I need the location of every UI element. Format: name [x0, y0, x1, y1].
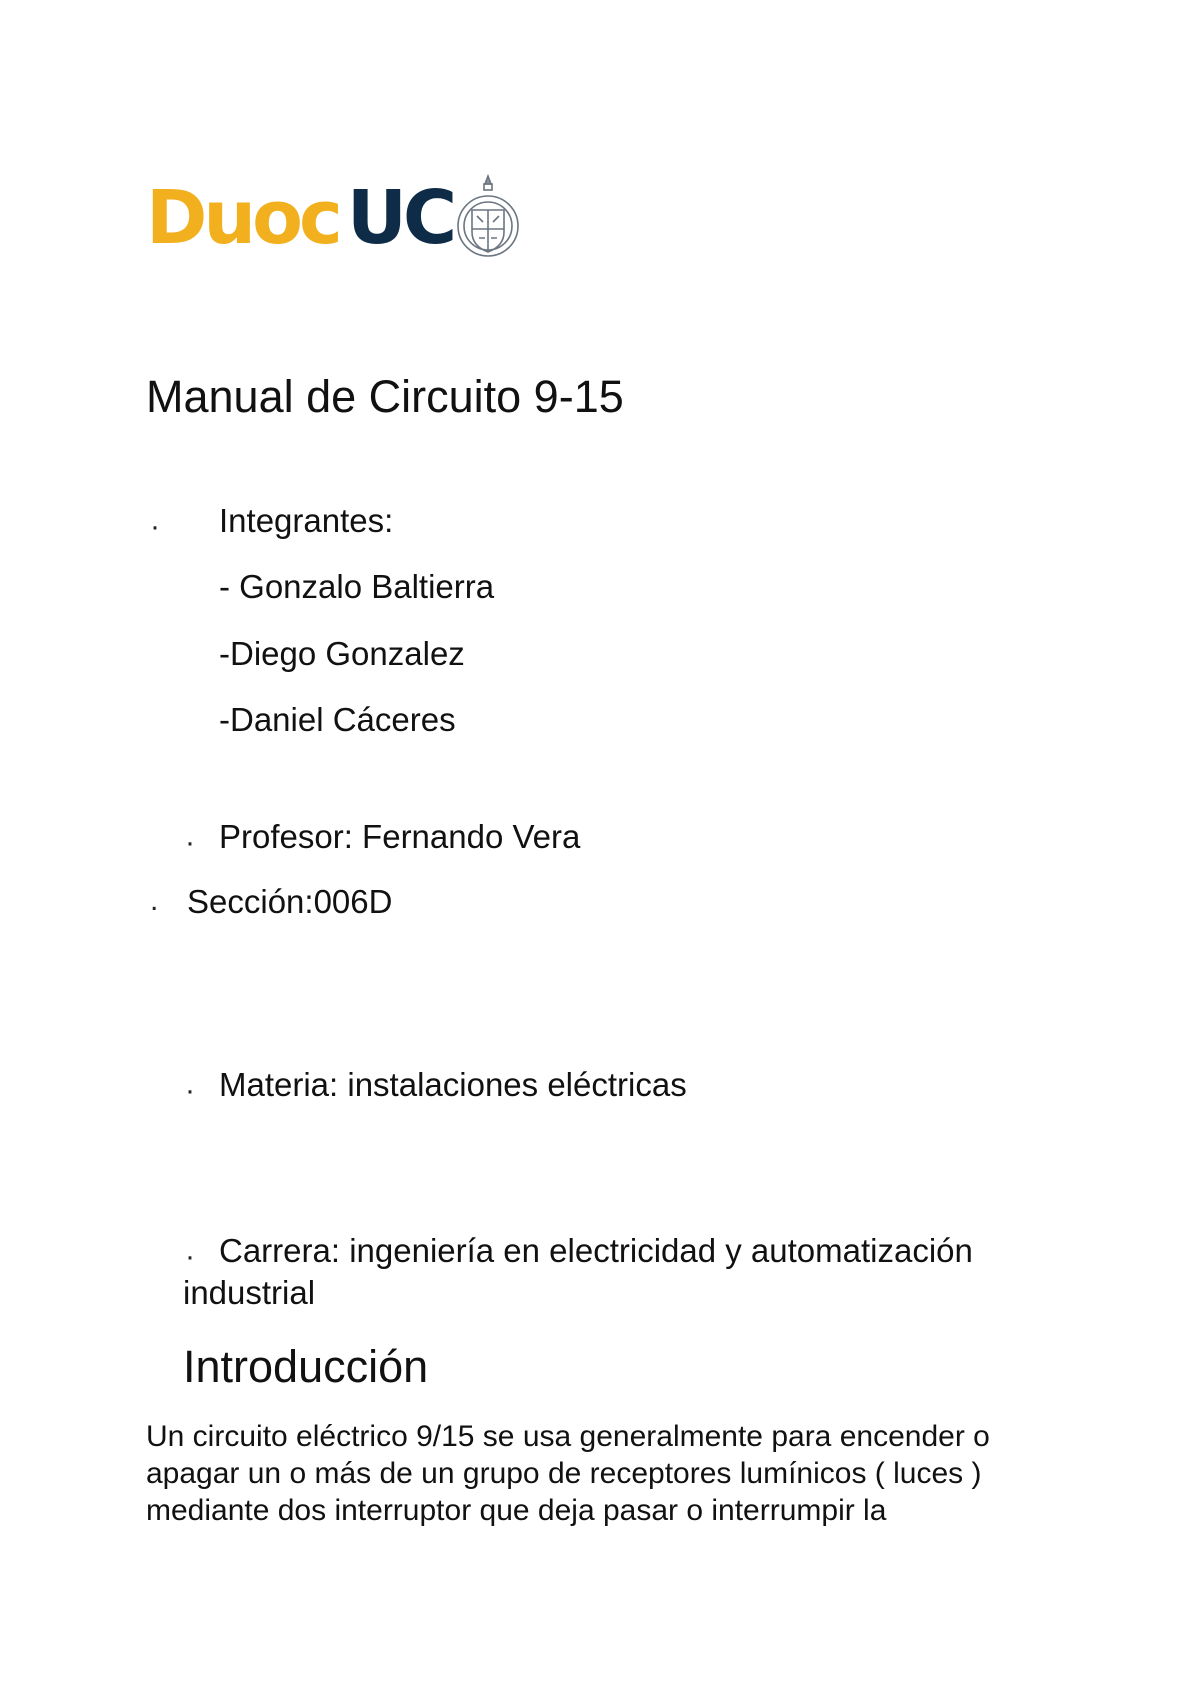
bullet-integrantes: ·	[150, 510, 160, 543]
member-item: -Daniel Cáceres	[219, 701, 456, 738]
logo-text-uc: UC	[346, 175, 454, 261]
bullet-profesor: ·	[185, 826, 195, 859]
university-seal-icon	[455, 172, 521, 264]
seccion-line: Sección:006D	[187, 883, 393, 920]
carrera-line-1: Carrera: ingeniería en electricidad y automatización	[219, 1232, 973, 1269]
logo-text-duoc: Duoc	[146, 175, 339, 261]
profesor-line: Profesor: Fernando Vera	[219, 818, 581, 855]
paragraph-line: apagar un o más de un grupo de receptores lumínicos ( luces )	[146, 1457, 982, 1490]
introduccion-heading: Introducción	[183, 1341, 429, 1392]
introduccion-paragraph	[146, 1418, 1086, 1529]
bullet-carrera: ·	[185, 1240, 195, 1273]
member-item: - Gonzalo Baltierra	[219, 568, 495, 605]
document-title: Manual de Circuito 9-15	[146, 371, 624, 422]
bullet-materia: ·	[185, 1074, 195, 1107]
integrantes-label: Integrantes:	[219, 502, 394, 539]
carrera-line-2: industrial	[183, 1274, 316, 1311]
materia-line: Materia: instalaciones eléctricas	[219, 1066, 687, 1103]
member-item: -Diego Gonzalez	[219, 635, 465, 672]
paragraph-line: mediante dos interruptor que deja pasar o interrumpir la	[146, 1494, 887, 1527]
bullet-seccion: .	[150, 884, 159, 917]
duoc-uc-logo	[146, 172, 521, 264]
paragraph-line: Un circuito eléctrico 9/15 se usa generalmente para encender o	[146, 1420, 990, 1453]
